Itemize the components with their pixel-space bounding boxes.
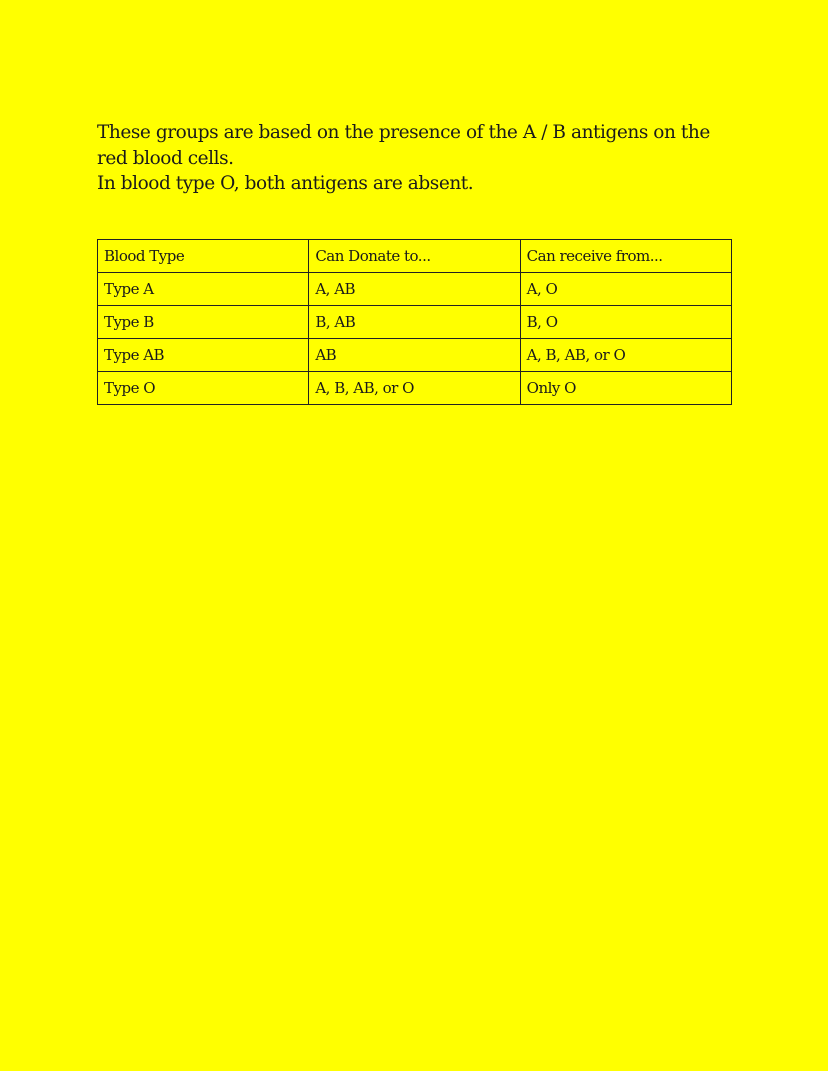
cell-can-receive: A, O xyxy=(520,273,731,306)
cell-can-receive: B, O xyxy=(520,306,731,339)
blood-compatibility-table xyxy=(97,239,732,405)
cell-can-donate: A, AB xyxy=(309,273,520,306)
cell-can-donate: AB xyxy=(309,339,520,372)
cell-can-receive: A, B, AB, or O xyxy=(520,339,731,372)
intro-paragraph-1: These groups are based on the presence of the A / B antigens on the red blood cells. xyxy=(97,122,710,169)
cell-blood-type: Type A xyxy=(98,273,309,306)
table-row xyxy=(98,339,732,372)
table-row xyxy=(98,273,732,306)
intro-paragraph-2: In blood type O, both antigens are absent. xyxy=(97,173,474,194)
table-row xyxy=(98,306,732,339)
header-blood-type: Blood Type xyxy=(98,240,309,273)
cell-can-donate: B, AB xyxy=(309,306,520,339)
table-header-row xyxy=(98,240,732,273)
table-row xyxy=(98,372,732,405)
intro-text xyxy=(97,120,737,197)
cell-blood-type: Type B xyxy=(98,306,309,339)
header-can-receive: Can receive from... xyxy=(520,240,731,273)
header-can-donate: Can Donate to... xyxy=(309,240,520,273)
cell-can-donate: A, B, AB, or O xyxy=(309,372,520,405)
cell-can-receive: Only O xyxy=(520,372,731,405)
cell-blood-type: Type AB xyxy=(98,339,309,372)
cell-blood-type: Type O xyxy=(98,372,309,405)
